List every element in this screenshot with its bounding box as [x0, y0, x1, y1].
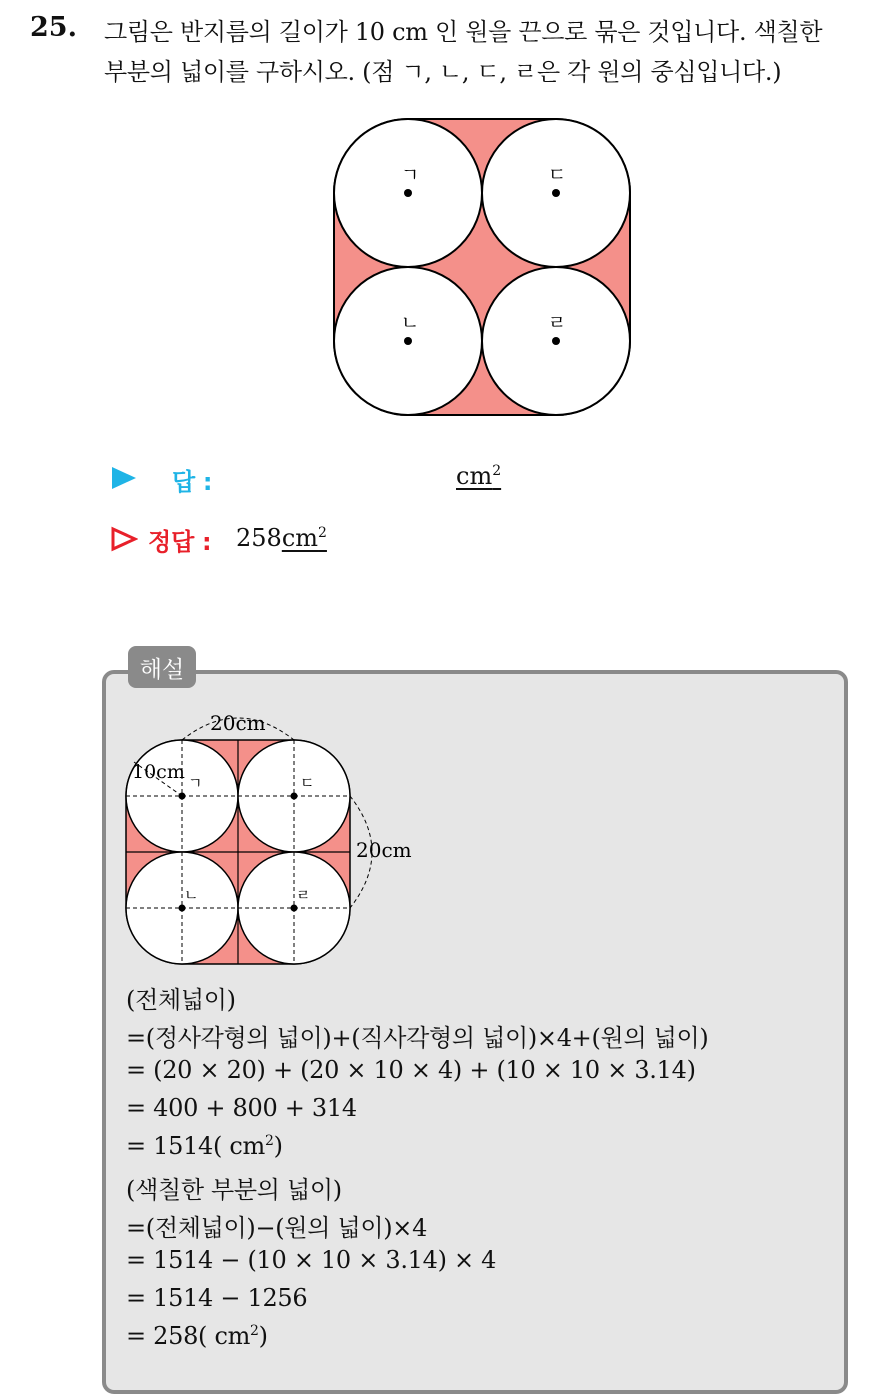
label-ra: ㄹ: [547, 312, 567, 334]
question-text-line1: 그림은 반지름의 길이가 10 cm 인 원을 끈으로 묶은 것입니다. 색칠한: [104, 18, 823, 46]
small-dot-na: [179, 905, 186, 912]
correct-answer-row: [148, 522, 212, 557]
solution-line-2: =(정사각형의 넓이)+(직사각형의 넓이)×4+(원의 넓이): [126, 1024, 709, 1052]
question-figure: [330, 115, 634, 419]
correct-colon: :: [202, 528, 212, 556]
solution-line-5: = 1514( $cm^2$): [126, 1132, 283, 1160]
solution-tag: 해설: [128, 646, 196, 688]
center-dot-na: [404, 337, 412, 345]
side-length-label: 20cm: [356, 838, 412, 862]
solution-line-3: = (20 × 20) + (20 × 10 × 4) + (10 × 10 × 3.14): [126, 1056, 696, 1084]
answer-unit: $cm^2$: [456, 462, 502, 490]
solution-line-1: (전체넓이): [126, 986, 236, 1014]
center-dot-da: [552, 189, 560, 197]
answer-play-icon: [110, 465, 138, 491]
label-ga: ㄱ: [400, 164, 420, 186]
small-label-na: ㄴ: [184, 886, 199, 904]
correct-play-outline-icon: [110, 526, 138, 552]
question-text-line2: 부분의 넓이를 구하시오. (점 ㄱ, ㄴ, ㄷ, ㄹ은 각 원의 중심입니다.): [104, 58, 782, 86]
solution-figure: [110, 700, 430, 980]
solution-line-10: = 258( $cm^2$): [126, 1322, 268, 1350]
answer-row: [172, 462, 212, 497]
correct-label: 정답: [148, 528, 195, 556]
solution-line-7: =(전체넓이)−(원의 넓이)×4: [126, 1214, 428, 1242]
solution-line-8: = 1514 − (10 × 10 × 3.14) × 4: [126, 1246, 497, 1274]
top-length-label: 20cm: [210, 711, 266, 735]
label-da: ㄷ: [547, 164, 567, 186]
center-dot-ga: [404, 189, 412, 197]
center-dot-ra: [552, 337, 560, 345]
small-label-da: ㄷ: [300, 774, 315, 792]
radius-length-label: 10cm: [132, 761, 185, 783]
label-na: ㄴ: [400, 312, 420, 334]
small-label-ra: ㄹ: [296, 886, 311, 904]
solution-line-6: (색칠한 부분의 넓이): [126, 1176, 342, 1204]
solution-line-9: = 1514 − 1256: [126, 1284, 308, 1312]
answer-colon: :: [202, 468, 213, 496]
question-number: 25.: [30, 12, 77, 43]
small-label-ga: ㄱ: [188, 774, 203, 792]
answer-label: 답: [172, 468, 196, 496]
correct-value: $258cm^2$: [236, 524, 327, 552]
solution-line-4: = 400 + 800 + 314: [126, 1094, 357, 1122]
small-dot-ga: [179, 793, 186, 800]
small-dot-da: [291, 793, 298, 800]
small-dot-ra: [291, 905, 298, 912]
